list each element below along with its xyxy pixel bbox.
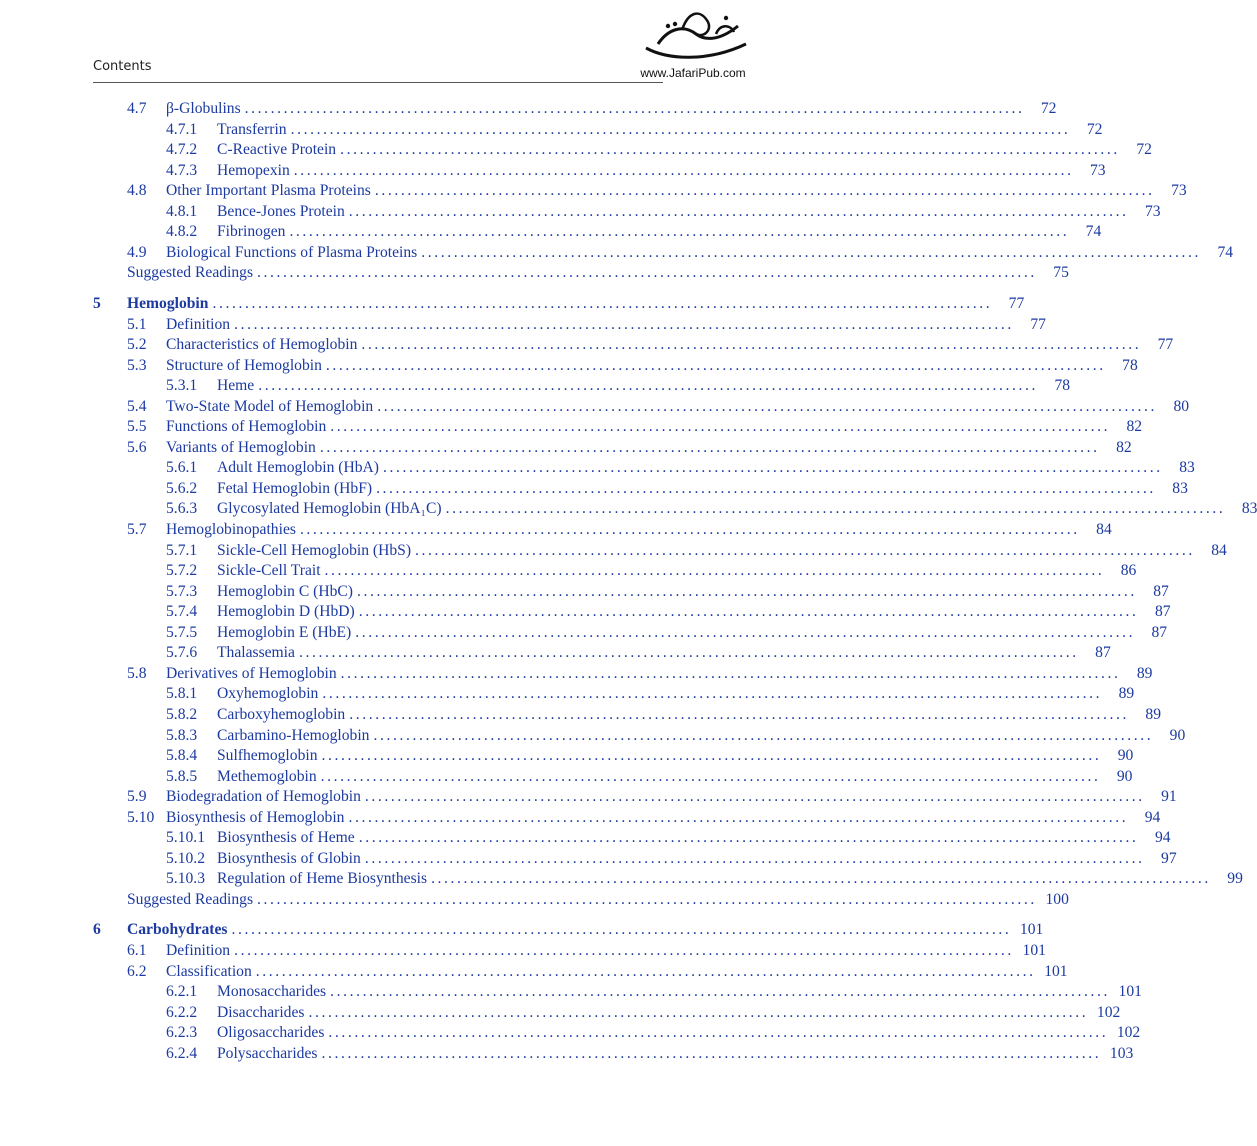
dot-leader: ........................................................................................................................	[348, 808, 1129, 826]
toc-page-number: 77	[1008, 294, 1025, 312]
toc-section-number: 5.10.1	[166, 829, 205, 847]
toc-section-number: 5.7.2	[166, 562, 198, 580]
toc-entry[interactable]	[166, 377, 1071, 399]
toc-section-number: 4.8.2	[166, 223, 198, 241]
dot-leader: ........................................................................................................................	[376, 479, 1156, 497]
publisher-logo	[632, 4, 754, 82]
dot-leader: ........................................................................................................................	[321, 1044, 1102, 1062]
toc-page-number: 101	[1118, 983, 1142, 1001]
toc-title: Thalassemia	[217, 644, 295, 662]
toc-section-number: 5.7.4	[166, 603, 198, 621]
toc-title: Transferrin	[217, 120, 287, 138]
toc-chapter-entry[interactable]	[93, 921, 1044, 943]
dot-leader: ........................................................................................................................	[293, 161, 1074, 179]
toc-title: Regulation of Heme Biosynthesis	[217, 870, 428, 888]
toc-section-number: 5.8.3	[166, 726, 198, 744]
toc-page-number: 78	[1054, 377, 1071, 395]
toc-entry[interactable]	[127, 418, 1143, 440]
toc-title: Two-State Model of Hemoglobin	[166, 397, 374, 415]
toc-section-number: 5.1	[127, 315, 147, 333]
toc-page-number: 89	[1136, 664, 1153, 682]
toc-page-number: 80	[1173, 397, 1190, 415]
toc-entry[interactable]	[166, 120, 1103, 143]
toc-page-number: 82	[1116, 438, 1132, 456]
toc-page-number: 72	[1136, 141, 1152, 159]
toc-entry[interactable]	[127, 100, 1057, 122]
toc-title: Characteristics of Hemoglobin	[166, 336, 358, 354]
toc-section-number: 4.8.1	[166, 202, 198, 220]
toc-title: Oligosaccharides	[217, 1024, 325, 1042]
toc-page-number: 87	[1095, 644, 1111, 662]
toc-page-number: 75	[1053, 264, 1069, 282]
toc-page-number: 73	[1144, 202, 1161, 220]
toc-page-number: 89	[1118, 685, 1135, 703]
watermark-url: www.JafariPub.com	[640, 66, 746, 80]
toc-title: Hemoglobin E (HbE)	[217, 623, 352, 641]
dot-leader: ........................................................................................................................	[355, 623, 1136, 641]
toc-title: Hemoglobinopathies	[166, 521, 296, 538]
toc-page-number: 83	[1172, 479, 1188, 497]
toc-section-number: 5.8.1	[166, 685, 198, 703]
toc-section-number: 5.6.2	[166, 479, 198, 497]
dot-leader: ........................................................................................................................	[357, 582, 1137, 600]
dot-leader: ........................................................................................................................	[257, 890, 1037, 908]
toc-section-number: 5.8.5	[166, 767, 198, 785]
dot-leader: ........................................................................................................................	[445, 500, 1226, 518]
toc-section-number: 6.1	[127, 942, 147, 959]
toc-entry[interactable]	[166, 582, 1169, 605]
toc-entry[interactable]	[166, 1024, 1141, 1046]
toc-entry[interactable]	[166, 141, 1152, 163]
toc-entry[interactable]	[166, 603, 1171, 625]
toc-entry[interactable]	[127, 788, 1177, 810]
toc-title: Definition	[166, 315, 231, 333]
dot-leader: ........................................................................................................................	[382, 459, 1163, 477]
dot-leader: ........................................................................................................................	[377, 397, 1158, 415]
dot-leader: ........................................................................................................................	[349, 705, 1130, 723]
toc-page-number: 82	[1126, 418, 1143, 436]
toc-section-number: 5.7.3	[166, 582, 198, 600]
toc-section-number: 6.2.2	[166, 1003, 198, 1021]
toc-entry[interactable]	[127, 962, 1068, 985]
toc-entry[interactable]	[127, 264, 1069, 286]
toc-title: Hemopexin	[217, 161, 290, 179]
toc-entry[interactable]	[127, 243, 1234, 266]
dot-leader: ........................................................................................................................	[324, 562, 1105, 580]
toc-title: Derivatives of Hemoglobin	[166, 664, 337, 682]
toc-title: Functions of Hemoglobin	[166, 418, 327, 436]
toc-section-number: 6.2.1	[166, 983, 198, 1001]
header-rule	[93, 82, 663, 83]
dot-leader: ........................................................................................................................	[330, 418, 1111, 436]
toc-title: Carbohydrates	[127, 921, 228, 939]
toc-entry[interactable]	[166, 562, 1137, 584]
dot-leader: ........................................................................................................................	[289, 223, 1070, 241]
toc-entry[interactable]	[127, 890, 1069, 913]
toc-section-number: 5.9	[127, 788, 147, 806]
toc-page-number: 83	[1241, 500, 1257, 518]
toc-entry[interactable]	[166, 459, 1195, 481]
toc-entry[interactable]	[166, 500, 1257, 522]
toc-page-number: 73	[1089, 161, 1106, 179]
toc-page-number: 103	[1109, 1044, 1134, 1062]
toc-entry[interactable]	[166, 829, 1171, 851]
toc-entry[interactable]	[166, 767, 1133, 790]
toc-section-number: 6.2	[127, 962, 147, 980]
dot-leader: ........................................................................................................................	[321, 747, 1102, 765]
toc-section-number: 5.10	[127, 808, 155, 826]
dot-leader: ........................................................................................................................	[299, 521, 1080, 538]
toc-section-number: 4.7.2	[166, 141, 198, 159]
toc-title: Hemoglobin C (HbC)	[217, 582, 354, 600]
dot-leader: ........................................................................................................................	[319, 438, 1100, 456]
toc-title: Carboxyhemoglobin	[217, 705, 346, 723]
toc-entry[interactable]	[166, 849, 1177, 872]
toc-page-number: 74	[1085, 223, 1102, 241]
toc-title: Glycosylated Hemoglobin (HbA₁C)	[217, 500, 442, 518]
dot-leader: ........................................................................................................................	[358, 829, 1139, 847]
dot-leader: ........................................................................................................................	[258, 377, 1039, 395]
toc-page-number: 94	[1144, 808, 1161, 826]
toc-title: Hemoglobin D (HbD)	[217, 603, 355, 621]
toc-section-number: 5.8.2	[166, 705, 198, 723]
toc-title: Biological Functions of Plasma Proteins	[166, 243, 418, 261]
toc-section-number: 5.6	[127, 438, 147, 456]
toc-entry[interactable]	[166, 705, 1162, 728]
toc-title: Fetal Hemoglobin (HbF)	[217, 479, 373, 497]
dot-leader: ........................................................................................................................	[364, 849, 1145, 867]
toc-title: Variants of Hemoglobin	[166, 438, 316, 456]
toc-section-number: 5.5	[127, 418, 147, 436]
toc-page-number: 101	[1019, 921, 1044, 939]
toc-title: Sickle-Cell Hemoglobin (HbS)	[217, 541, 412, 559]
dot-leader: ........................................................................................................................	[231, 921, 1012, 939]
toc-page-number: 94	[1154, 829, 1171, 847]
toc-page-number: 102	[1096, 1003, 1121, 1021]
toc-section-number: 4.8	[127, 182, 147, 200]
toc-entry[interactable]	[166, 870, 1243, 892]
dot-leader: ........................................................................................................................	[348, 202, 1129, 220]
toc-title: Methemoglobin	[217, 767, 317, 785]
toc-title: Biosynthesis of Globin	[217, 849, 361, 867]
toc-section-number: 5.6.3	[166, 500, 198, 518]
toc-section-number: 5.7.6	[166, 644, 198, 662]
toc-section-number: 5.7.5	[166, 623, 198, 641]
toc-title: Polysaccharides	[217, 1044, 318, 1062]
toc-entry[interactable]	[166, 223, 1102, 245]
toc-section-number: 5.3.1	[166, 377, 198, 395]
toc-title: Sickle-Cell Trait	[217, 562, 321, 580]
toc-section-number: 6.2.3	[166, 1024, 198, 1042]
toc-title: Bence-Jones Protein	[217, 202, 345, 220]
toc-section-number: 5.8	[127, 664, 147, 682]
dot-leader: ........................................................................................................................	[244, 100, 1025, 117]
toc-page-number: 101	[1044, 962, 1068, 980]
toc-entry[interactable]	[166, 479, 1188, 502]
toc-entry[interactable]	[127, 336, 1174, 358]
dot-leader: ........................................................................................................................	[340, 664, 1121, 682]
toc-page-number: 74	[1217, 243, 1234, 261]
toc-title: Classification	[166, 962, 252, 980]
toc-page-number: 84	[1096, 521, 1112, 538]
toc-title: Monosaccharides	[217, 983, 327, 1001]
running-head: Contents	[93, 59, 152, 74]
toc-entry[interactable]	[166, 747, 1134, 769]
toc-page-number: 91	[1161, 788, 1177, 806]
toc-title: Structure of Hemoglobin	[166, 356, 322, 374]
toc-title: Hemoglobin	[127, 294, 209, 312]
dot-leader: ........................................................................................................................	[320, 767, 1101, 785]
toc-page-number: 72	[1040, 100, 1057, 117]
toc-title: Biosynthesis of Heme	[217, 829, 355, 847]
toc-section-number: 5.10.2	[166, 849, 205, 867]
toc-title: Biodegradation of Hemoglobin	[166, 788, 361, 806]
toc-page-number: 102	[1116, 1024, 1141, 1042]
toc-entry[interactable]	[166, 1044, 1134, 1067]
dot-leader: ........................................................................................................................	[330, 983, 1110, 1001]
toc-page-number: 77	[1030, 315, 1046, 333]
dot-leader: ........................................................................................................................	[364, 788, 1145, 806]
dot-leader: ........................................................................................................................	[325, 356, 1106, 374]
toc-entry[interactable]	[127, 808, 1161, 831]
toc-section-number: 5.7	[127, 521, 147, 538]
toc-page-number: 78	[1122, 356, 1138, 374]
toc-title: Suggested Readings	[127, 264, 254, 282]
toc-entry[interactable]	[127, 664, 1153, 687]
toc-title: β-Globulins	[166, 100, 241, 117]
dot-leader: ........................................................................................................................	[234, 942, 1014, 959]
toc-section-number: 4.7	[127, 100, 147, 117]
toc-entry[interactable]	[127, 438, 1132, 461]
dot-leader: ........................................................................................................................	[361, 336, 1142, 354]
toc-title: C-Reactive Protein	[217, 141, 337, 159]
toc-entry[interactable]	[127, 942, 1046, 964]
toc-page-number: 87	[1153, 582, 1169, 600]
toc-page-number: 90	[1116, 767, 1133, 785]
dot-leader: ........................................................................................................................	[373, 726, 1154, 744]
toc-section-number: 5.7.1	[166, 541, 198, 559]
toc-section-number: 5.6.1	[166, 459, 198, 477]
toc-entry[interactable]	[127, 397, 1190, 420]
dot-leader: ........................................................................................................................	[328, 1024, 1109, 1042]
toc-section-number: 6.2.4	[166, 1044, 198, 1062]
toc-entry[interactable]	[166, 202, 1161, 225]
toc-page-number: 90	[1117, 747, 1134, 765]
toc-page-number: 87	[1151, 623, 1168, 641]
toc-entry[interactable]	[127, 315, 1046, 338]
toc-title: Heme	[217, 377, 255, 395]
toc-title: Carbamino-Hemoglobin	[217, 726, 370, 744]
dot-leader: ........................................................................................................................	[308, 1003, 1089, 1021]
toc-section-number: 5.8.4	[166, 747, 198, 765]
toc-page-number: 100	[1045, 890, 1069, 908]
dot-leader: ........................................................................................................................	[234, 315, 1014, 333]
toc-page-number: 72	[1086, 120, 1103, 138]
dot-leader: ........................................................................................................................	[322, 685, 1103, 703]
toc-entry[interactable]	[166, 644, 1111, 666]
dot-leader: ........................................................................................................................	[212, 294, 993, 312]
toc-entry[interactable]	[127, 182, 1187, 204]
toc-page-number: 77	[1157, 336, 1174, 354]
toc-page-number: 73	[1171, 182, 1187, 200]
dot-leader: ........................................................................................................................	[340, 141, 1120, 159]
toc-entry[interactable]	[166, 685, 1135, 707]
toc-section-number: 5.3	[127, 356, 147, 374]
toc-page-number: 99	[1227, 870, 1243, 888]
toc-title: Biosynthesis of Hemoglobin	[166, 808, 345, 826]
toc-entry[interactable]	[166, 726, 1186, 749]
toc-chapter-entry[interactable]	[93, 294, 1025, 317]
toc-entry[interactable]	[127, 356, 1138, 379]
toc-title: Definition	[166, 942, 231, 959]
toc-entry[interactable]	[166, 623, 1168, 646]
toc-entry[interactable]	[166, 983, 1142, 1005]
dot-leader: ........................................................................................................................	[298, 644, 1079, 662]
toc-page-number: 83	[1179, 459, 1195, 477]
calligraphy-logo-icon	[638, 4, 750, 64]
toc-title: Sulfhemoglobin	[217, 747, 318, 765]
toc-section-number: 4.7.1	[166, 120, 198, 138]
dot-leader: ........................................................................................................................	[255, 962, 1036, 980]
dot-leader: ........................................................................................................................	[358, 603, 1139, 621]
toc-title: Disaccharides	[217, 1003, 305, 1021]
dot-leader: ........................................................................................................................	[290, 120, 1071, 138]
toc-entry[interactable]	[166, 541, 1227, 564]
toc-page-number: 84	[1211, 541, 1227, 559]
toc-page-number: 89	[1145, 705, 1162, 723]
toc-section-number: 6	[93, 921, 101, 939]
toc-section-number: 4.9	[127, 243, 147, 261]
toc-page-number: 90	[1169, 726, 1186, 744]
toc-section-number: 4.7.3	[166, 161, 198, 179]
dot-leader: ........................................................................................................................	[431, 870, 1211, 888]
toc-section-number: 5.2	[127, 336, 147, 354]
toc-entry[interactable]	[166, 161, 1106, 184]
toc-section-number: 5	[93, 294, 101, 312]
dot-leader: ........................................................................................................................	[415, 541, 1195, 559]
toc-page-number: 87	[1154, 603, 1171, 621]
toc-title: Other Important Plasma Proteins	[166, 182, 371, 200]
toc-entry[interactable]	[127, 521, 1112, 543]
toc-page-number: 97	[1161, 849, 1177, 867]
dot-leader: ........................................................................................................................	[257, 264, 1037, 282]
toc-title: Adult Hemoglobin (HbA)	[217, 459, 379, 477]
toc-page-number: 101	[1022, 942, 1046, 959]
dot-leader: ........................................................................................................................	[421, 243, 1202, 261]
toc-title: Oxyhemoglobin	[217, 685, 319, 703]
toc-section-number: 5.10.3	[166, 870, 205, 888]
dot-leader: ........................................................................................................................	[374, 182, 1155, 200]
toc-title: Fibrinogen	[217, 223, 286, 241]
toc-page-number: 86	[1120, 562, 1137, 580]
toc-section-number: 5.4	[127, 397, 147, 415]
toc-title: Suggested Readings	[127, 890, 254, 908]
toc-entry[interactable]	[166, 1003, 1121, 1026]
